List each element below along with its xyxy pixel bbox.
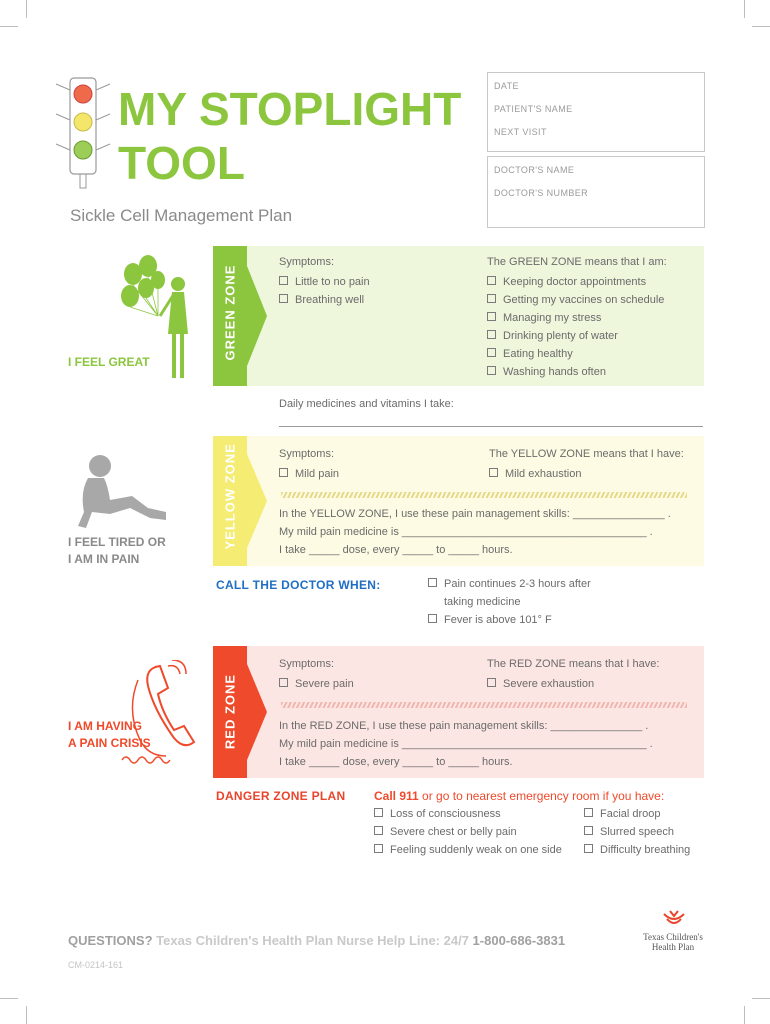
green-zone-tab <box>213 246 269 386</box>
yellow-feel-label: I FEEL TIRED OR I AM IN PAIN <box>68 535 166 566</box>
checkbox[interactable] <box>428 578 437 587</box>
checkbox[interactable] <box>374 808 383 817</box>
date-field[interactable]: DATE <box>494 81 519 91</box>
yellow-means-heading: The YELLOW ZONE means that I have: <box>489 448 684 460</box>
red-dose-line[interactable]: I take _____ dose, every _____ to _____ hours. <box>279 756 513 768</box>
green-zone-panel <box>213 246 704 386</box>
footer-helpline: QUESTIONS? Texas Children's Health Plan Nurse Help Line: 24/7 1-800-686-3831 <box>68 933 566 948</box>
daily-medicines-input-line[interactable] <box>279 426 703 427</box>
patient-info-box <box>487 72 705 152</box>
checkbox[interactable] <box>584 808 593 817</box>
checkbox[interactable] <box>584 844 593 853</box>
doctor-number-field[interactable]: DOCTOR'S NUMBER <box>494 188 589 198</box>
phone-icon <box>118 660 198 770</box>
call-doctor-heading: CALL THE DOCTOR WHEN: <box>216 578 381 592</box>
green-feel-label: I FEEL GREAT <box>68 355 150 369</box>
yellow-zone-panel <box>213 436 704 566</box>
crop-mark <box>752 998 770 999</box>
crop-mark <box>752 26 770 27</box>
logo-text: Texas Children's Health Plan <box>643 932 703 952</box>
daily-medicines-label: Daily medicines and vitamins I take: <box>279 398 454 410</box>
yellow-skills-line[interactable]: In the YELLOW ZONE, I use these pain management skills: _______________ . <box>279 508 671 520</box>
checkbox[interactable] <box>489 468 498 477</box>
yellow-symptom-item[interactable]: Mild pain <box>279 468 339 480</box>
checkbox[interactable] <box>487 330 496 339</box>
red-symptom-item[interactable]: Severe pain <box>279 678 354 690</box>
red-means-heading: The RED ZONE means that I have: <box>487 658 660 670</box>
red-medicine-line[interactable]: My mild pain medicine is ________________________________________ . <box>279 738 653 750</box>
green-symptoms-heading: Symptoms: <box>279 256 335 268</box>
yellow-means-item[interactable]: Mild exhaustion <box>489 468 581 480</box>
call-doctor-item[interactable]: Pain continues 2-3 hours after <box>428 578 591 590</box>
danger-call-text: Call 911 or go to nearest emergency room if you have: <box>374 789 665 803</box>
red-symptoms-heading: Symptoms: <box>279 658 335 670</box>
red-feel-label: I AM HAVING A PAIN CRISIS <box>68 719 151 750</box>
checkbox[interactable] <box>279 678 288 687</box>
sitting-person-icon <box>70 452 170 532</box>
danger-item[interactable]: Loss of consciousness <box>374 808 501 820</box>
danger-item[interactable]: Facial droop <box>584 808 661 820</box>
green-means-item[interactable]: Keeping doctor appointments <box>487 276 646 288</box>
green-zone-label: GREEN ZONE <box>222 264 238 361</box>
red-zone-label: RED ZONE <box>222 673 238 750</box>
yellow-symptoms-heading: Symptoms: <box>279 448 335 460</box>
red-divider <box>281 702 687 708</box>
checkbox[interactable] <box>487 276 496 285</box>
checkbox[interactable] <box>487 294 496 303</box>
checkbox[interactable] <box>487 312 496 321</box>
checkbox[interactable] <box>487 366 496 375</box>
page-subtitle: Sickle Cell Management Plan <box>70 206 293 225</box>
green-symptom-item[interactable]: Little to no pain <box>279 276 370 288</box>
red-zone-panel <box>213 646 704 778</box>
red-skills-line[interactable]: In the RED ZONE, I use these pain management skills: _______________ . <box>279 720 649 732</box>
call-doctor-item[interactable]: Fever is above 101° F <box>428 614 552 626</box>
green-means-item[interactable]: Washing hands often <box>487 366 606 378</box>
green-means-item[interactable]: Eating healthy <box>487 348 573 360</box>
crop-mark <box>744 0 745 18</box>
danger-item[interactable]: Feeling suddenly weak on one side <box>374 844 562 856</box>
danger-item[interactable]: Severe chest or belly pain <box>374 826 517 838</box>
yellow-dose-line[interactable]: I take _____ dose, every _____ to _____ hours. <box>279 544 513 556</box>
yellow-medicine-line[interactable]: My mild pain medicine is ________________________________________ . <box>279 526 653 538</box>
danger-item[interactable]: Slurred speech <box>584 826 674 838</box>
checkbox[interactable] <box>374 844 383 853</box>
danger-item[interactable]: Difficulty breathing <box>584 844 690 856</box>
green-means-heading: The GREEN ZONE means that I am: <box>487 256 667 268</box>
page-title: MY STOPLIGHT TOOL <box>118 83 462 189</box>
next-visit-field[interactable]: NEXT VISIT <box>494 127 547 137</box>
yellow-zone-label: YELLOW ZONE <box>222 443 238 550</box>
danger-zone-heading: DANGER ZONE PLAN <box>216 789 346 803</box>
yellow-divider <box>281 492 687 498</box>
form-code: CM-0214-161 <box>68 960 124 970</box>
crop-mark <box>744 1006 745 1024</box>
yellow-zone-tab <box>213 436 269 566</box>
checkbox[interactable] <box>374 826 383 835</box>
crop-mark <box>0 26 18 27</box>
red-zone-tab <box>213 646 269 778</box>
checkbox[interactable] <box>584 826 593 835</box>
green-means-item[interactable]: Managing my stress <box>487 312 601 324</box>
crop-mark <box>26 0 27 18</box>
texas-childrens-logo-icon <box>662 910 686 930</box>
crop-mark <box>26 1006 27 1024</box>
checkbox[interactable] <box>279 468 288 477</box>
checkbox[interactable] <box>487 678 496 687</box>
patient-name-field[interactable]: PATIENT'S NAME <box>494 104 573 114</box>
checkbox[interactable] <box>279 276 288 285</box>
green-means-item[interactable]: Drinking plenty of water <box>487 330 618 342</box>
green-symptom-item[interactable]: Breathing well <box>279 294 364 306</box>
stoplight-icon <box>52 76 114 190</box>
call-doctor-item-continued: taking medicine <box>444 596 521 608</box>
doctor-info-box <box>487 156 705 228</box>
doctor-name-field[interactable]: DOCTOR'S NAME <box>494 165 575 175</box>
green-means-item[interactable]: Getting my vaccines on schedule <box>487 294 664 306</box>
checkbox[interactable] <box>487 348 496 357</box>
crop-mark <box>0 998 18 999</box>
checkbox[interactable] <box>428 614 437 623</box>
helpline-phone[interactable]: 1-800-686-3831 <box>472 933 566 948</box>
red-means-item[interactable]: Severe exhaustion <box>487 678 594 690</box>
checkbox[interactable] <box>279 294 288 303</box>
